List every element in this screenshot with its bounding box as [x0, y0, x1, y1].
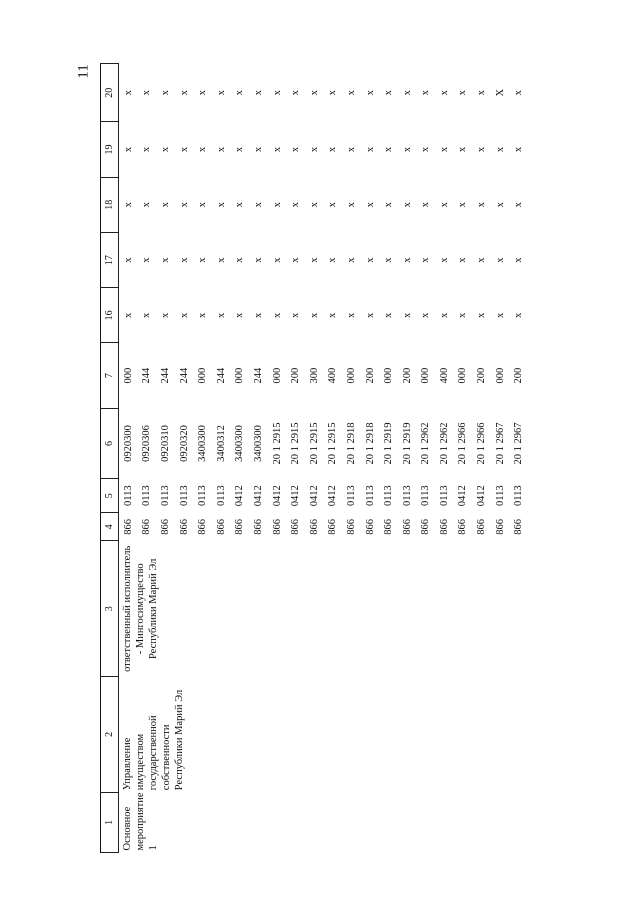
- row-label-col1: Основное мероприятие 1: [122, 792, 159, 851]
- table-cell: 866: [271, 519, 283, 535]
- table-cell: 866: [252, 519, 264, 535]
- table-cell: x: [513, 146, 525, 153]
- table-cell: x: [420, 146, 432, 153]
- table-cell: x: [178, 312, 190, 318]
- table-cell: x: [438, 90, 450, 96]
- table-cell: 0113: [197, 485, 209, 507]
- table-cell: x: [308, 202, 320, 208]
- table-cell: x: [364, 312, 376, 318]
- table-cell: x: [345, 202, 357, 208]
- table-cell: x: [345, 257, 357, 263]
- table-cell: x: [178, 146, 190, 153]
- table-cell: 866: [141, 519, 153, 535]
- table-cell: x: [345, 90, 357, 96]
- table-cell: x: [271, 202, 283, 208]
- table-cell: x: [159, 202, 171, 208]
- table-cell: 20 1 2918: [364, 422, 376, 465]
- table-row: [119, 64, 138, 853]
- table-cell: 200: [476, 367, 488, 384]
- table-cell: x: [308, 146, 320, 153]
- table-cell: 200: [401, 367, 413, 384]
- table-cell: 20 1 2967: [513, 422, 525, 465]
- table-cell: x: [141, 202, 153, 208]
- table-cell: 866: [122, 519, 134, 535]
- table-cell: x: [122, 257, 134, 263]
- table-cell: x: [197, 257, 209, 263]
- table-cell: x: [476, 146, 488, 153]
- table-cell: 0113: [383, 485, 395, 507]
- table-cell: x: [122, 312, 134, 318]
- table-cell: x: [215, 312, 227, 318]
- header-cell: 6: [101, 408, 119, 478]
- table-cell: x: [122, 146, 134, 153]
- table-cell: x: [197, 146, 209, 153]
- table-cell: x: [197, 312, 209, 318]
- table-cell: 866: [308, 519, 320, 535]
- table-cell: x: [401, 312, 413, 318]
- table-cell: 000: [383, 367, 395, 384]
- table-cell: x: [159, 312, 171, 318]
- table-cell: x: [252, 90, 264, 96]
- table-cell: x: [420, 90, 432, 96]
- header-cell: 16: [101, 288, 119, 343]
- table-cell: 0920306: [141, 425, 153, 462]
- table-cell: 0113: [159, 485, 171, 507]
- table-cell: x: [401, 146, 413, 153]
- table-cell: x: [513, 90, 525, 96]
- table-cell: 0412: [252, 485, 264, 507]
- table-cell: x: [271, 90, 283, 96]
- table-cell: x: [234, 202, 246, 208]
- table-cell: x: [215, 202, 227, 208]
- table-cell: 0113: [420, 485, 432, 507]
- table-cell: x: [327, 146, 339, 153]
- table-cell: 3400312: [215, 425, 227, 462]
- table-cell: 20 1 2915: [308, 422, 320, 465]
- table-cell: x: [383, 146, 395, 153]
- table-cell: x: [234, 257, 246, 263]
- table-cell: x: [215, 146, 227, 153]
- table-cell: X: [494, 88, 506, 97]
- table-cell: 866: [215, 519, 227, 535]
- table-cell: x: [420, 257, 432, 263]
- table-cell: 20 1 2919: [401, 422, 413, 465]
- table-cell: 400: [438, 367, 450, 384]
- table-cell: 000: [234, 367, 246, 384]
- table-cell: x: [290, 257, 302, 263]
- table-cell: 0412: [457, 485, 469, 507]
- table-cell: x: [197, 202, 209, 208]
- table-cell: 0920320: [178, 425, 190, 462]
- table-cell: 20 1 2915: [327, 422, 339, 465]
- table-cell: 0113: [364, 485, 376, 507]
- table-cell: x: [383, 202, 395, 208]
- table-cell: 0412: [290, 485, 302, 507]
- header-cell: 7: [101, 343, 119, 408]
- table-cell: 0113: [438, 485, 450, 507]
- table-cell: 866: [234, 519, 246, 535]
- table-cell: 20 1 2918: [345, 422, 357, 465]
- table-cell: x: [271, 146, 283, 153]
- table-cell: x: [308, 312, 320, 318]
- table-cell: x: [178, 257, 190, 263]
- table-cell: x: [215, 257, 227, 263]
- table-cell: x: [252, 146, 264, 153]
- table-cell: x: [364, 146, 376, 153]
- table-cell: x: [327, 90, 339, 96]
- table-cell: 866: [476, 519, 488, 535]
- table-cell: 20 1 2967: [494, 422, 506, 465]
- header-cell: 1: [101, 792, 119, 852]
- table-cell: x: [457, 90, 469, 96]
- table-cell: x: [141, 90, 153, 96]
- table-cell: x: [308, 257, 320, 263]
- table-cell: 20 1 2915: [271, 422, 283, 465]
- table-cell: x: [159, 257, 171, 263]
- table-cell: 0113: [122, 485, 134, 507]
- table-cell: 866: [178, 519, 190, 535]
- table-cell: 0113: [178, 485, 190, 507]
- table-cell: x: [401, 90, 413, 96]
- header-cell: 3: [101, 541, 119, 677]
- table-cell: 244: [159, 367, 171, 384]
- table-cell: x: [290, 146, 302, 153]
- table-cell: x: [234, 90, 246, 96]
- table-cell: 0113: [401, 485, 413, 507]
- table-cell: x: [141, 257, 153, 263]
- header-row: [101, 64, 119, 853]
- table-cell: x: [327, 202, 339, 208]
- table-cell: x: [457, 202, 469, 208]
- table-cell: x: [252, 312, 264, 318]
- table-cell: x: [290, 312, 302, 318]
- header-cell: 18: [101, 177, 119, 232]
- table-cell: 866: [327, 519, 339, 535]
- table-cell: 866: [364, 519, 376, 535]
- table-cell: x: [457, 312, 469, 318]
- header-cell: 19: [101, 122, 119, 177]
- table-cell: x: [401, 257, 413, 263]
- table-cell: 866: [290, 519, 302, 535]
- table-cell: 300: [308, 367, 320, 384]
- table-cell: x: [438, 146, 450, 153]
- header-cell: 5: [101, 479, 119, 513]
- table-cell: 866: [513, 519, 525, 535]
- table-cell: 0920310: [159, 425, 171, 462]
- table-cell: x: [513, 257, 525, 263]
- table-cell: x: [234, 312, 246, 318]
- table-cell: 000: [122, 367, 134, 384]
- table-cell: x: [159, 146, 171, 153]
- table-cell: x: [513, 202, 525, 208]
- rotated-table-page: [100, 63, 532, 853]
- table-cell: 866: [494, 519, 506, 535]
- table-cell: 000: [197, 367, 209, 384]
- table-cell: 20 1 2966: [476, 422, 488, 465]
- table-cell: 244: [178, 367, 190, 384]
- table-cell: x: [513, 312, 525, 318]
- row-label-col3: ответственный исполнитель - Мингосимущество Республики Марий Эл: [122, 545, 159, 672]
- table-cell: x: [141, 146, 153, 153]
- table-cell: x: [364, 202, 376, 208]
- table-cell: x: [327, 257, 339, 263]
- table-cell: 244: [141, 367, 153, 384]
- table-cell: 20 1 2915: [290, 422, 302, 465]
- table-cell: 866: [345, 519, 357, 535]
- table-cell: x: [271, 257, 283, 263]
- table-cell: 0412: [234, 485, 246, 507]
- table-cell: x: [494, 257, 506, 263]
- table-cell: x: [290, 202, 302, 208]
- header-cell: 20: [101, 64, 119, 122]
- table-cell: x: [420, 202, 432, 208]
- table-cell: x: [122, 202, 134, 208]
- header-cell: 4: [101, 513, 119, 541]
- table-cell: x: [476, 257, 488, 263]
- table-cell: 866: [197, 519, 209, 535]
- table-cell: x: [494, 146, 506, 153]
- table-cell: 0920300: [122, 425, 134, 462]
- table-cell: 400: [327, 367, 339, 384]
- table-cell: x: [494, 312, 506, 318]
- table-cell: 866: [457, 519, 469, 535]
- table-cell: 866: [159, 519, 171, 535]
- table-cell: 866: [401, 519, 413, 535]
- table-cell: 20 1 2919: [383, 422, 395, 465]
- table-cell: x: [234, 146, 246, 153]
- table-cell: 0412: [327, 485, 339, 507]
- table-cell: x: [178, 202, 190, 208]
- table-cell: x: [476, 202, 488, 208]
- table-cell: 866: [438, 519, 450, 535]
- table-cell: 20 1 2962: [438, 422, 450, 465]
- table-cell: 244: [215, 367, 227, 384]
- table-cell: x: [122, 90, 134, 96]
- table-cell: 000: [494, 367, 506, 384]
- table-cell: 200: [364, 367, 376, 384]
- table-cell: x: [308, 90, 320, 96]
- table-cell: x: [271, 312, 283, 318]
- header-cell: 2: [101, 677, 119, 793]
- table-cell: x: [420, 312, 432, 318]
- table-cell: 000: [271, 367, 283, 384]
- table-cell: 200: [290, 367, 302, 384]
- table-cell: x: [494, 202, 506, 208]
- table-cell: 0412: [476, 485, 488, 507]
- table-cell: 000: [420, 367, 432, 384]
- table-cell: x: [383, 257, 395, 263]
- table-cell: x: [438, 312, 450, 318]
- table-cell: 866: [420, 519, 432, 535]
- table-cell: 3400300: [234, 425, 246, 462]
- table-cell: 0412: [308, 485, 320, 507]
- table-cell: x: [438, 257, 450, 263]
- table-cell: x: [252, 257, 264, 263]
- table-cell: x: [141, 312, 153, 318]
- budget-table: [100, 63, 528, 853]
- table-cell: 0113: [345, 485, 357, 507]
- table-cell: 0113: [513, 485, 525, 507]
- table-cell: 244: [252, 367, 264, 384]
- table-cell: 000: [345, 367, 357, 384]
- table-cell: x: [345, 146, 357, 153]
- row-label-col2: Управление имуществом государственной собственности Республики Марий Эл: [122, 689, 185, 791]
- table-cell: x: [383, 312, 395, 318]
- table-cell: 20 1 2966: [457, 422, 469, 465]
- table-cell: x: [197, 90, 209, 96]
- table-cell: 0113: [494, 485, 506, 507]
- table-cell: x: [457, 146, 469, 153]
- table-cell: x: [476, 90, 488, 96]
- table-body: [119, 64, 529, 853]
- header-cell: 17: [101, 232, 119, 287]
- table-cell: x: [178, 90, 190, 96]
- table-cell: 0412: [271, 485, 283, 507]
- table-cell: 200: [513, 367, 525, 384]
- table-cell: 866: [383, 519, 395, 535]
- table-cell: 3400300: [197, 425, 209, 462]
- table-cell: x: [215, 90, 227, 96]
- table-cell: 0113: [215, 485, 227, 507]
- table-cell: x: [327, 312, 339, 318]
- table-cell: x: [383, 90, 395, 96]
- page-number: 11: [75, 64, 92, 79]
- table-cell: x: [401, 202, 413, 208]
- table-cell: x: [252, 202, 264, 208]
- table-cell: x: [364, 257, 376, 263]
- table-cell: 3400300: [252, 425, 264, 462]
- table-cell: x: [290, 90, 302, 96]
- table-cell: x: [345, 312, 357, 318]
- table-cell: 000: [457, 367, 469, 384]
- table-cell: x: [364, 90, 376, 96]
- table-cell: x: [476, 312, 488, 318]
- table-cell: x: [457, 257, 469, 263]
- table-cell: 0113: [141, 485, 153, 507]
- table-cell: x: [159, 90, 171, 96]
- table-cell: 20 1 2962: [420, 422, 432, 465]
- table-cell: x: [438, 202, 450, 208]
